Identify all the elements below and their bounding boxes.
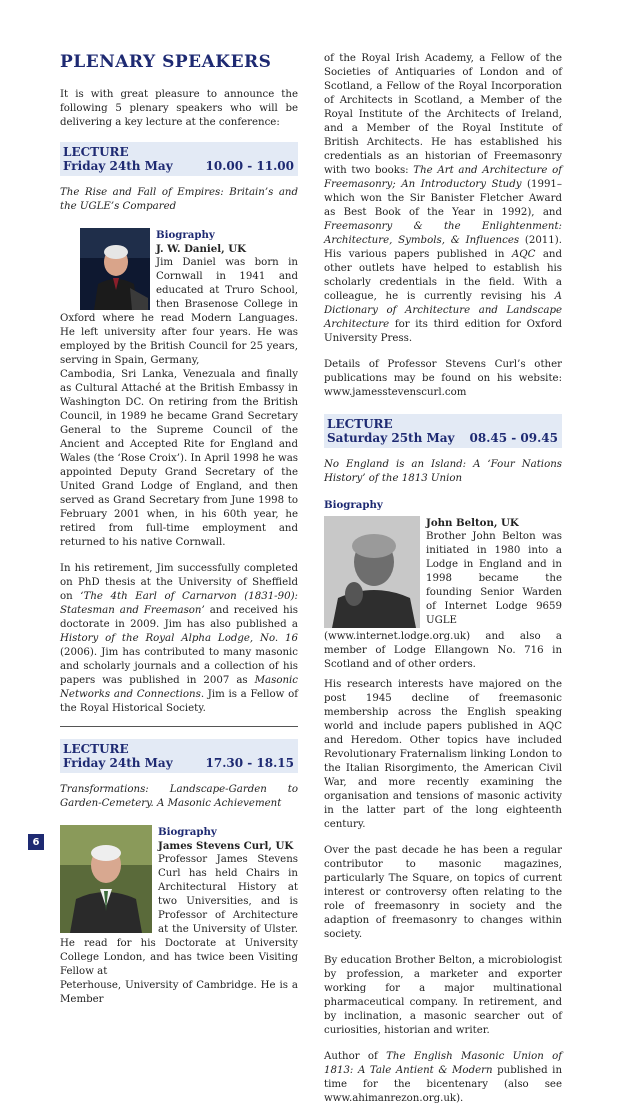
page-number: 6 bbox=[28, 834, 44, 850]
lecture-1-time: 10.00 - 11.00 bbox=[205, 159, 294, 173]
lecture-1-para2 bbox=[60, 562, 298, 716]
lecture-2-details: Details of Professor Stevens Curl’s other publications may be found on his website: www.jamesstevenscurl.com bbox=[324, 359, 562, 398]
lecture-3-para3: Over the past decade he has been a regular contributor to masonic magazines, particularly The Square, on topics of current interest or controversy often relating to the role of freemasonry in society and the adaption of freemasonry to changes within society. bbox=[324, 845, 562, 940]
lecture-3-bio-float: Brother John Belton was initiated in 1980 into a Lodge in England and in 1998 became the founding Senior Warden of Internet Lodge 9659 UGLE (www.internet.lodge.org.uk) and also a member of Lodge Ellangown No. 716 in Scotland and of other orders. bbox=[324, 531, 562, 670]
book-title: History of the Royal Alpha Lodge, No. 16 bbox=[60, 633, 298, 644]
lecture-3-box bbox=[324, 414, 562, 448]
page-title: PLENARY SPEAKERS bbox=[60, 52, 272, 72]
text-run: and other outlets have helped to establish his scholarly credentials in the field. With a colleague, he is currently revising his bbox=[324, 249, 562, 302]
divider bbox=[60, 726, 298, 727]
lecture-1-bio-float: Jim Daniel was born in Cornwall in 1941 and educated at Truro School, then Brasenose College in Oxford where he read Modern Languages. He left university after four years. He was employed by the British Council for 25 years, serving in Spain, Germany, bbox=[60, 257, 298, 366]
book-title: Freemasonry & the Enlightenment: Architecture, Symbols, & Influences bbox=[324, 221, 562, 246]
lecture-1-bio-heading: Biography bbox=[156, 229, 215, 241]
lecture-2-bio-rest: Peterhouse, University of Cambridge. He is a Member bbox=[60, 980, 298, 1005]
text-run: (1991–which won the Sir Banister Fletcher Award as Best Book of the Year in 1992), and bbox=[324, 179, 562, 218]
text-run: published in time for the bicentenary (also see www.ahimanrezon.org.uk). bbox=[324, 1065, 563, 1104]
text-run: (2011). His various papers published in bbox=[324, 235, 562, 260]
lecture-2-bio-heading: Biography bbox=[158, 826, 217, 838]
text-run: Author of bbox=[324, 1051, 387, 1062]
book-title: A Dictionary of Architecture and Landscape Architecture bbox=[324, 291, 562, 330]
lecture-3-bio-heading: Biography bbox=[324, 499, 383, 511]
text-run: of the Royal Irish Academy, a Fellow of the Societies of Antiquaries of London and of Scotland, a Fellow of the Royal Incorporation of Architects in Scotland, a Member of the Royal Institute of the Architects of Ireland, and a Member of the Royal Institute of British Architects. He has established his credentials as an historian of Freemasonry with two books: bbox=[324, 53, 562, 176]
lecture-1-speaker: J. W. Daniel, UK bbox=[156, 243, 246, 255]
lecture-3-para5 bbox=[324, 1050, 562, 1106]
lecture-1-label: LECTURE bbox=[63, 145, 129, 159]
text-run: (2006). Jim has contributed to many masonic and scholarly journals and a collection of his papers was published in 2007 as bbox=[60, 647, 298, 686]
john-belton-photo bbox=[324, 516, 420, 628]
lecture-2-bio bbox=[60, 825, 298, 1007]
lecture-2-bio-continued bbox=[324, 52, 562, 346]
lecture-1-day: Friday 24th May bbox=[63, 159, 173, 173]
lecture-1-bio bbox=[60, 228, 298, 550]
lecture-1-bio-rest: Cambodia, Sri Lanka, Venezuala and finally as Cultural Attaché at the British Embassy in Washington DC. On retiring from the British Council, in 1989 he became Grand Secretary General to the Supreme Council of the Ancient and Accepted Rite for England and Wales (the ‘Rose Croix’). In April 1998 he was appointed Deputy Grand Secretary of the United Grand Lodge of England, and then served as Grand Secretary from June 1998 to February 2001 when, in his 60th year, he retired from full-time employment and returned to his native Cornwall. bbox=[60, 369, 298, 548]
intro-text: It is with great pleasure to announce the following 5 plenary speakers who will be delivering a key lecture at the conference: bbox=[60, 89, 298, 128]
lecture-3-day: Saturday 25th May bbox=[327, 431, 455, 445]
lecture-2-speaker: James Stevens Curl, UK bbox=[158, 840, 294, 852]
lecture-3-time: 08.45 - 09.45 bbox=[469, 431, 558, 445]
lecture-2-bio-float: Professor James Stevens Curl has held Chairs in Architectural History at two Universities, and is Professor of Architecture at the University of Ulster. He read for his Doctorate at University College London, and has twice been Visiting Fellow at bbox=[60, 854, 298, 977]
book-title: The English Masonic Union of 1813: A Tale Antient & Modern bbox=[324, 1051, 562, 1076]
lecture-3-para4: By education Brother Belton, a microbiologist by profession, a marketer and exporter working for a major multinational pharmaceutical company. In retirement, and by inclination, a masonic searcher out of curiosities, historian and writer. bbox=[324, 955, 562, 1036]
thesis-title: ‘The 4th Earl of Carnarvon (1831-90): Statesman and Freemason’ bbox=[60, 591, 298, 616]
lecture-3-para2: His research interests have majored on the post 1945 decline of freemasonic membership across the English speaking world and include papers published in AQC and Heredom. Other topics have included Revolutionary Fraternalism linking London to the Italian Risorgimento, the American Civil War, and more recently examining the organisation and tensions of masonic activity in the latter part of the long eighteenth century. bbox=[324, 679, 562, 830]
left-column bbox=[60, 52, 298, 1007]
james-curl-photo bbox=[60, 825, 152, 933]
jw-daniel-photo bbox=[80, 228, 150, 310]
lecture-2-label: LECTURE bbox=[63, 742, 129, 756]
text-run: . Jim is a Fellow of the Royal Historical Society. bbox=[60, 689, 298, 714]
lecture-3-title: No England is an Island: A ‘Four Nations History’ of the 1813 Union bbox=[324, 459, 562, 484]
journal-title: AQC bbox=[511, 249, 536, 260]
right-column bbox=[324, 52, 562, 1106]
lecture-2-box bbox=[60, 739, 298, 773]
text-run: In his retirement, Jim successfully completed on PhD thesis at the University of Sheffield on bbox=[60, 563, 298, 602]
lecture-2-day: Friday 24th May bbox=[63, 756, 173, 770]
lecture-3-speaker: John Belton, UK bbox=[426, 517, 519, 529]
lecture-1-title: The Rise and Fall of Empires: Britain’s and the UGLE’s Compared bbox=[60, 187, 298, 212]
lecture-2-title: Transformations: Landscape-Garden to Garden-Cemetery. A Masonic Achievement bbox=[60, 784, 298, 809]
text-run: and received his doctorate in 2009. Jim has also published a bbox=[60, 605, 298, 630]
lecture-2-time: 17.30 - 18.15 bbox=[205, 756, 294, 770]
book-title: Masonic Networks and Connections bbox=[60, 675, 298, 700]
book-title: The Art and Architecture of Freemasonry; An Introductory Study bbox=[324, 165, 562, 190]
lecture-3-label: LECTURE bbox=[327, 417, 393, 431]
lecture-1-box bbox=[60, 142, 298, 176]
text-run: for its third edition for Oxford University Press. bbox=[324, 319, 562, 344]
lecture-3-bio bbox=[324, 498, 562, 672]
